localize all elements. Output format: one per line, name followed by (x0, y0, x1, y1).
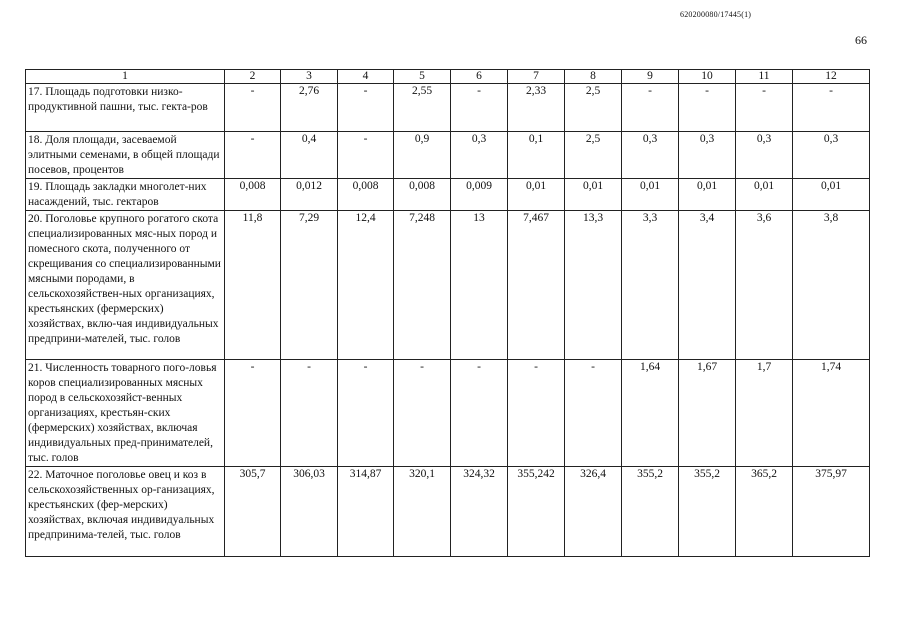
table-cell: 0,008 (338, 179, 394, 211)
column-header: 1 (26, 70, 225, 84)
table-cell: 13,3 (565, 211, 622, 360)
table-cell: 2,33 (508, 84, 565, 132)
table-cell: - (225, 84, 281, 132)
table-cell: 0,01 (565, 179, 622, 211)
table-cell: - (679, 84, 736, 132)
row-label: 21. Численность товарного пого-ловья коров специализированных мясных пород в сельскохозяйст-венных организациях, крестьян-ских (фермерских) хозяйствах, включая индивидуальных пред-принимателей, тыс. голов (26, 360, 225, 467)
column-header: 9 (622, 70, 679, 84)
table-cell: 326,4 (565, 467, 622, 557)
row-label: 19. Площадь закладки многолет-них насаждений, тыс. гектаров (26, 179, 225, 211)
table-row (26, 211, 870, 360)
table-cell: 1,64 (622, 360, 679, 467)
table-cell: 0,3 (793, 132, 870, 179)
column-header: 11 (736, 70, 793, 84)
table-cell: 11,8 (225, 211, 281, 360)
table-cell: 0,4 (281, 132, 338, 179)
column-header: 5 (394, 70, 451, 84)
row-label: 17. Площадь подготовки низко-продуктивной пашни, тыс. гекта-ров (26, 84, 225, 132)
table-cell: 0,3 (622, 132, 679, 179)
table-cell: 324,32 (451, 467, 508, 557)
table-cell: 0,01 (793, 179, 870, 211)
table-cell: 2,55 (394, 84, 451, 132)
column-header: 2 (225, 70, 281, 84)
column-header: 10 (679, 70, 736, 84)
table-cell: - (281, 360, 338, 467)
table-cell: 0,01 (622, 179, 679, 211)
table-row (26, 467, 870, 557)
table-cell: 13 (451, 211, 508, 360)
table-cell: - (451, 360, 508, 467)
column-header: 7 (508, 70, 565, 84)
table-cell: 3,8 (793, 211, 870, 360)
document-id: 620200080/17445(1) (680, 10, 752, 19)
table-row (26, 179, 870, 211)
table-cell: - (793, 84, 870, 132)
table-cell: - (338, 360, 394, 467)
row-label: 20. Поголовье крупного рогатого скота специализированных мяс-ных пород и помесного скота, полученного от скрещивания со специализированными мясными породами, в сельскохозяйствен-ных организациях, крестьянских (фермерских) хозяйствах, вклю-чая индивидуальных предприни-мателей, тыс. голов (26, 211, 225, 360)
table-cell: 7,248 (394, 211, 451, 360)
table-cell: 355,2 (622, 467, 679, 557)
table-cell: 0,01 (736, 179, 793, 211)
table-row (26, 360, 870, 467)
table-cell: 2,76 (281, 84, 338, 132)
table-cell: 355,2 (679, 467, 736, 557)
column-header: 12 (793, 70, 870, 84)
table-cell: 3,4 (679, 211, 736, 360)
table-cell: 0,01 (679, 179, 736, 211)
column-header: 3 (281, 70, 338, 84)
table-cell: 3,3 (622, 211, 679, 360)
table-cell: 0,012 (281, 179, 338, 211)
table-cell: - (736, 84, 793, 132)
row-label: 18. Доля площади, засеваемой элитными семенами, в общей площади посевов, процентов (26, 132, 225, 179)
column-header: 8 (565, 70, 622, 84)
table-cell: 320,1 (394, 467, 451, 557)
table-cell: 2,5 (565, 84, 622, 132)
table-cell: 7,467 (508, 211, 565, 360)
table-cell: - (451, 84, 508, 132)
table-cell: 314,87 (338, 467, 394, 557)
table-cell: 1,74 (793, 360, 870, 467)
table-row (26, 132, 870, 179)
table-cell: 355,242 (508, 467, 565, 557)
page-number: 66 (855, 33, 867, 47)
table-cell: 0,009 (451, 179, 508, 211)
table-cell: - (338, 132, 394, 179)
table-cell: - (225, 360, 281, 467)
table-cell: 365,2 (736, 467, 793, 557)
table-cell: 1,67 (679, 360, 736, 467)
table-cell: 7,29 (281, 211, 338, 360)
table-cell: 306,03 (281, 467, 338, 557)
table-cell: - (394, 360, 451, 467)
row-label: 22. Маточное поголовье овец и коз в сельскохозяйственных ор-ганизациях, крестьянских (фер-мерских) хозяйствах, включая индивидуальных предпринима-телей, тыс. голов (26, 467, 225, 557)
table-cell: 0,3 (736, 132, 793, 179)
table-cell: 0,008 (394, 179, 451, 211)
indicators-table (25, 69, 870, 557)
column-header: 6 (451, 70, 508, 84)
table-cell: 12,4 (338, 211, 394, 360)
table-cell: - (565, 360, 622, 467)
table-cell: 0,9 (394, 132, 451, 179)
table-cell: 0,008 (225, 179, 281, 211)
table-cell: 2,5 (565, 132, 622, 179)
column-header: 4 (338, 70, 394, 84)
table-header-row (26, 70, 870, 84)
table-cell: - (622, 84, 679, 132)
table-row (26, 84, 870, 132)
table-cell: 0,1 (508, 132, 565, 179)
table-cell: 0,01 (508, 179, 565, 211)
table-cell: 0,3 (451, 132, 508, 179)
table-cell: 375,97 (793, 467, 870, 557)
table-cell: - (508, 360, 565, 467)
table-cell: 0,3 (679, 132, 736, 179)
table-cell: - (338, 84, 394, 132)
table-cell: 305,7 (225, 467, 281, 557)
table-cell: - (225, 132, 281, 179)
table-cell: 1,7 (736, 360, 793, 467)
table-cell: 3,6 (736, 211, 793, 360)
